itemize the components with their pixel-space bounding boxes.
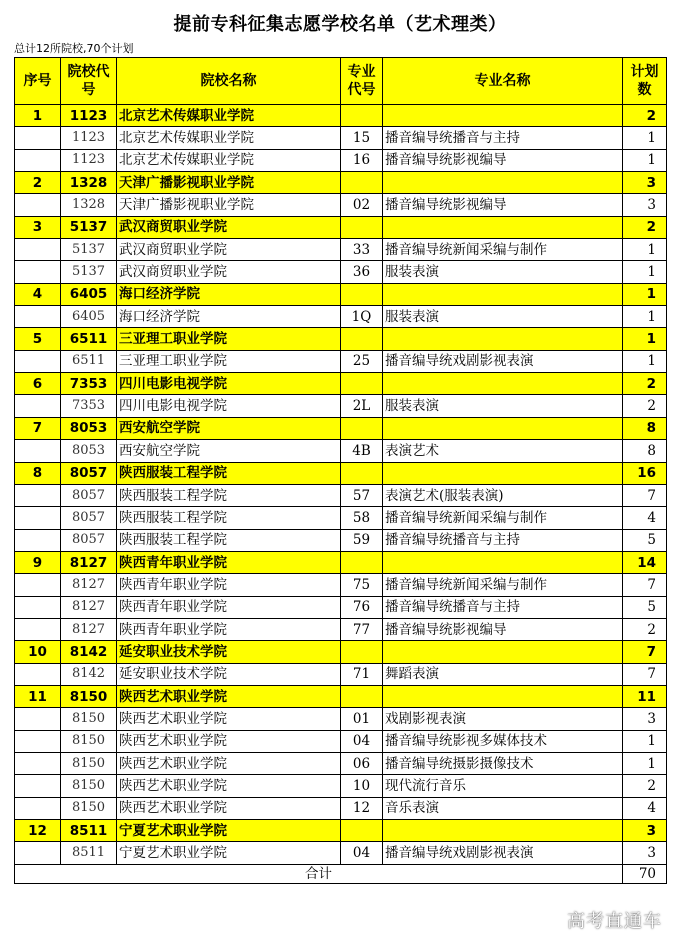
major-school-name: 陕西青年职业学院: [117, 596, 341, 618]
school-major-code-empty: [341, 551, 383, 573]
major-row: [15, 484, 667, 506]
major-name: 播音编导统摄影摄像技术: [383, 752, 623, 774]
major-code: 33: [341, 239, 383, 261]
major-seq-empty: [15, 797, 61, 819]
major-row: [15, 529, 667, 551]
major-plan: 5: [623, 596, 667, 618]
school-name: 宁夏艺术职业学院: [117, 820, 341, 842]
major-name: 服装表演: [383, 306, 623, 328]
major-seq-empty: [15, 395, 61, 417]
major-row: [15, 618, 667, 640]
school-seq: 11: [15, 685, 61, 707]
major-row: [15, 574, 667, 596]
major-school-name: 陕西服装工程学院: [117, 529, 341, 551]
major-plan: 4: [623, 507, 667, 529]
major-plan: 1: [623, 127, 667, 149]
major-seq-empty: [15, 194, 61, 216]
major-row: [15, 775, 667, 797]
major-seq-empty: [15, 306, 61, 328]
major-seq-empty: [15, 663, 61, 685]
major-school-name: 陕西服装工程学院: [117, 484, 341, 506]
school-name: 三亚理工职业学院: [117, 328, 341, 350]
major-code: 1Q: [341, 306, 383, 328]
school-major-code-empty: [341, 462, 383, 484]
school-name: 陕西服装工程学院: [117, 462, 341, 484]
major-seq-empty: [15, 350, 61, 372]
major-seq-empty: [15, 574, 61, 596]
major-name: 播音编导统戏剧影视表演: [383, 350, 623, 372]
school-plan: 8: [623, 417, 667, 439]
major-name: 播音编导统播音与主持: [383, 596, 623, 618]
school-seq: 1: [15, 105, 61, 127]
school-name: 海口经济学院: [117, 283, 341, 305]
major-seq-empty: [15, 529, 61, 551]
major-name: 播音编导统影视编导: [383, 149, 623, 171]
major-row: [15, 395, 667, 417]
major-code: 12: [341, 797, 383, 819]
school-row: [15, 551, 667, 573]
major-code: 16: [341, 149, 383, 171]
school-code: 8511: [61, 820, 117, 842]
major-seq-empty: [15, 127, 61, 149]
major-name: 服装表演: [383, 395, 623, 417]
major-school-code: 1123: [61, 149, 117, 171]
major-name: 播音编导统影视编导: [383, 618, 623, 640]
major-plan: 3: [623, 708, 667, 730]
school-major-code-empty: [341, 373, 383, 395]
school-name: 四川电影电视学院: [117, 373, 341, 395]
school-major-code-empty: [341, 283, 383, 305]
major-seq-empty: [15, 596, 61, 618]
school-major-name-empty: [383, 283, 623, 305]
school-code: 7353: [61, 373, 117, 395]
school-plan: 2: [623, 373, 667, 395]
major-school-code: 7353: [61, 395, 117, 417]
school-seq: 4: [15, 283, 61, 305]
major-school-code: 5137: [61, 261, 117, 283]
major-row: [15, 596, 667, 618]
major-school-name: 陕西艺术职业学院: [117, 730, 341, 752]
major-plan: 7: [623, 484, 667, 506]
school-plan: 3: [623, 820, 667, 842]
header-major-code: 专业代号: [341, 58, 383, 105]
school-code: 1123: [61, 105, 117, 127]
school-major-name-empty: [383, 216, 623, 238]
major-name: 表演艺术: [383, 440, 623, 462]
school-code: 1328: [61, 172, 117, 194]
major-school-name: 四川电影电视学院: [117, 395, 341, 417]
school-row: [15, 641, 667, 663]
major-row: [15, 149, 667, 171]
school-row: [15, 417, 667, 439]
school-plan: 2: [623, 105, 667, 127]
school-seq: 3: [15, 216, 61, 238]
major-code: 4B: [341, 440, 383, 462]
major-row: [15, 797, 667, 819]
major-code: 76: [341, 596, 383, 618]
major-school-code: 1328: [61, 194, 117, 216]
major-code: 25: [341, 350, 383, 372]
major-school-code: 8057: [61, 507, 117, 529]
header-plan: 计划数: [623, 58, 667, 105]
school-row: [15, 328, 667, 350]
watermark-logo-text: 高考直通车: [567, 911, 662, 932]
school-major-code-empty: [341, 641, 383, 663]
school-plan: 2: [623, 216, 667, 238]
major-school-code: 8053: [61, 440, 117, 462]
major-code: 10: [341, 775, 383, 797]
major-code: 2L: [341, 395, 383, 417]
major-code: 02: [341, 194, 383, 216]
major-school-name: 陕西青年职业学院: [117, 618, 341, 640]
major-name: 现代流行音乐: [383, 775, 623, 797]
school-major-name-empty: [383, 551, 623, 573]
school-code: 8053: [61, 417, 117, 439]
school-name: 陕西青年职业学院: [117, 551, 341, 573]
school-name: 陕西艺术职业学院: [117, 685, 341, 707]
major-seq-empty: [15, 618, 61, 640]
major-seq-empty: [15, 507, 61, 529]
major-plan: 3: [623, 842, 667, 864]
school-plan: 3: [623, 172, 667, 194]
major-school-name: 北京艺术传媒职业学院: [117, 149, 341, 171]
major-school-code: 8150: [61, 797, 117, 819]
school-row: [15, 685, 667, 707]
major-school-name: 陕西艺术职业学院: [117, 797, 341, 819]
major-name: 播音编导统新闻采编与制作: [383, 507, 623, 529]
major-plan: 5: [623, 529, 667, 551]
major-plan: 4: [623, 797, 667, 819]
major-school-name: 武汉商贸职业学院: [117, 239, 341, 261]
school-seq: 8: [15, 462, 61, 484]
major-code: 15: [341, 127, 383, 149]
school-seq: 7: [15, 417, 61, 439]
school-row: [15, 172, 667, 194]
major-seq-empty: [15, 842, 61, 864]
major-name: 播音编导统播音与主持: [383, 127, 623, 149]
major-school-code: 8057: [61, 484, 117, 506]
major-name: 戏剧影视表演: [383, 708, 623, 730]
major-code: 75: [341, 574, 383, 596]
total-row: [15, 864, 667, 883]
major-school-code: 8127: [61, 618, 117, 640]
school-row: [15, 462, 667, 484]
school-seq: 10: [15, 641, 61, 663]
major-school-code: 8142: [61, 663, 117, 685]
major-seq-empty: [15, 708, 61, 730]
major-plan: 2: [623, 395, 667, 417]
school-plan: 11: [623, 685, 667, 707]
major-row: [15, 730, 667, 752]
school-major-code-empty: [341, 328, 383, 350]
header-school-code: 院校代号: [61, 58, 117, 105]
school-code: 6405: [61, 283, 117, 305]
school-name: 北京艺术传媒职业学院: [117, 105, 341, 127]
major-school-name: 陕西青年职业学院: [117, 574, 341, 596]
major-plan: 8: [623, 440, 667, 462]
major-code: 58: [341, 507, 383, 529]
major-plan: 7: [623, 663, 667, 685]
total-label: 合计: [15, 864, 623, 883]
major-name: 音乐表演: [383, 797, 623, 819]
school-code: 8142: [61, 641, 117, 663]
school-major-name-empty: [383, 641, 623, 663]
school-major-name-empty: [383, 328, 623, 350]
school-code: 8150: [61, 685, 117, 707]
major-school-code: 5137: [61, 239, 117, 261]
school-major-code-empty: [341, 417, 383, 439]
school-name: 延安职业技术学院: [117, 641, 341, 663]
school-major-name-empty: [383, 462, 623, 484]
table-header-row: [15, 58, 667, 105]
major-plan: 1: [623, 752, 667, 774]
major-row: [15, 440, 667, 462]
major-school-code: 8150: [61, 708, 117, 730]
page-title: 提前专科征集志愿学校名单（艺术理类）: [173, 14, 507, 35]
school-plan: 14: [623, 551, 667, 573]
school-code: 6511: [61, 328, 117, 350]
major-plan: 1: [623, 350, 667, 372]
table-body: [15, 105, 667, 865]
major-row: [15, 127, 667, 149]
major-plan: 2: [623, 775, 667, 797]
school-row: [15, 283, 667, 305]
major-plan: 3: [623, 194, 667, 216]
major-name: 服装表演: [383, 261, 623, 283]
major-seq-empty: [15, 440, 61, 462]
total-value: 70: [623, 864, 667, 883]
major-code: 01: [341, 708, 383, 730]
major-school-name: 陕西艺术职业学院: [117, 775, 341, 797]
major-code: 57: [341, 484, 383, 506]
school-plan: 16: [623, 462, 667, 484]
school-major-code-empty: [341, 685, 383, 707]
major-code: 06: [341, 752, 383, 774]
major-school-code: 8511: [61, 842, 117, 864]
major-school-name: 天津广播影视职业学院: [117, 194, 341, 216]
school-major-code-empty: [341, 216, 383, 238]
school-seq: 6: [15, 373, 61, 395]
summary-note: 总计12所院校,70个计划: [14, 42, 134, 55]
header-major-name: 专业名称: [383, 58, 623, 105]
school-major-name-empty: [383, 373, 623, 395]
major-school-name: 三亚理工职业学院: [117, 350, 341, 372]
major-seq-empty: [15, 775, 61, 797]
major-code: 71: [341, 663, 383, 685]
school-seq: 5: [15, 328, 61, 350]
school-code: 5137: [61, 216, 117, 238]
school-code: 8127: [61, 551, 117, 573]
major-name: 播音编导统影视多媒体技术: [383, 730, 623, 752]
school-major-code-empty: [341, 172, 383, 194]
school-row: [15, 373, 667, 395]
major-row: [15, 194, 667, 216]
major-school-name: 陕西服装工程学院: [117, 507, 341, 529]
major-plan: 1: [623, 306, 667, 328]
major-row: [15, 261, 667, 283]
major-plan: 1: [623, 149, 667, 171]
school-major-code-empty: [341, 105, 383, 127]
school-name: 西安航空学院: [117, 417, 341, 439]
major-row: [15, 708, 667, 730]
school-list-table: [14, 57, 667, 884]
major-row: [15, 842, 667, 864]
school-major-name-empty: [383, 685, 623, 707]
school-seq: 2: [15, 172, 61, 194]
major-seq-empty: [15, 149, 61, 171]
major-code: 59: [341, 529, 383, 551]
header-school-name: 院校名称: [117, 58, 341, 105]
major-school-name: 北京艺术传媒职业学院: [117, 127, 341, 149]
major-row: [15, 663, 667, 685]
major-school-name: 陕西艺术职业学院: [117, 752, 341, 774]
major-seq-empty: [15, 484, 61, 506]
major-plan: 1: [623, 239, 667, 261]
major-name: 播音编导统戏剧影视表演: [383, 842, 623, 864]
major-school-code: 6511: [61, 350, 117, 372]
school-major-name-empty: [383, 820, 623, 842]
school-seq: 12: [15, 820, 61, 842]
school-seq: 9: [15, 551, 61, 573]
school-major-name-empty: [383, 105, 623, 127]
major-school-name: 西安航空学院: [117, 440, 341, 462]
school-row: [15, 216, 667, 238]
major-code: 04: [341, 730, 383, 752]
major-code: 04: [341, 842, 383, 864]
major-seq-empty: [15, 730, 61, 752]
school-plan: 7: [623, 641, 667, 663]
major-school-name: 陕西艺术职业学院: [117, 708, 341, 730]
major-row: [15, 752, 667, 774]
header-seq: 序号: [15, 58, 61, 105]
major-name: 播音编导统播音与主持: [383, 529, 623, 551]
major-name: 舞蹈表演: [383, 663, 623, 685]
major-seq-empty: [15, 261, 61, 283]
school-code: 8057: [61, 462, 117, 484]
major-plan: 7: [623, 574, 667, 596]
major-school-name: 武汉商贸职业学院: [117, 261, 341, 283]
major-seq-empty: [15, 752, 61, 774]
major-school-code: 8057: [61, 529, 117, 551]
major-school-name: 海口经济学院: [117, 306, 341, 328]
school-major-name-empty: [383, 172, 623, 194]
school-major-name-empty: [383, 417, 623, 439]
school-plan: 1: [623, 328, 667, 350]
major-school-code: 8150: [61, 775, 117, 797]
major-row: [15, 239, 667, 261]
major-school-code: 8150: [61, 730, 117, 752]
major-seq-empty: [15, 239, 61, 261]
major-name: 播音编导统新闻采编与制作: [383, 239, 623, 261]
major-plan: 2: [623, 618, 667, 640]
major-school-code: 1123: [61, 127, 117, 149]
school-major-code-empty: [341, 820, 383, 842]
major-row: [15, 306, 667, 328]
major-row: [15, 350, 667, 372]
school-plan: 1: [623, 283, 667, 305]
major-name: 播音编导统新闻采编与制作: [383, 574, 623, 596]
major-name: 播音编导统影视编导: [383, 194, 623, 216]
major-school-code: 8127: [61, 596, 117, 618]
major-code: 36: [341, 261, 383, 283]
major-school-code: 8150: [61, 752, 117, 774]
major-name: 表演艺术(服装表演): [383, 484, 623, 506]
major-school-code: 8127: [61, 574, 117, 596]
major-school-name: 延安职业技术学院: [117, 663, 341, 685]
major-code: 77: [341, 618, 383, 640]
school-row: [15, 105, 667, 127]
major-plan: 1: [623, 261, 667, 283]
major-row: [15, 507, 667, 529]
school-row: [15, 820, 667, 842]
major-school-code: 6405: [61, 306, 117, 328]
school-name: 天津广播影视职业学院: [117, 172, 341, 194]
major-school-name: 宁夏艺术职业学院: [117, 842, 341, 864]
school-name: 武汉商贸职业学院: [117, 216, 341, 238]
major-plan: 1: [623, 730, 667, 752]
